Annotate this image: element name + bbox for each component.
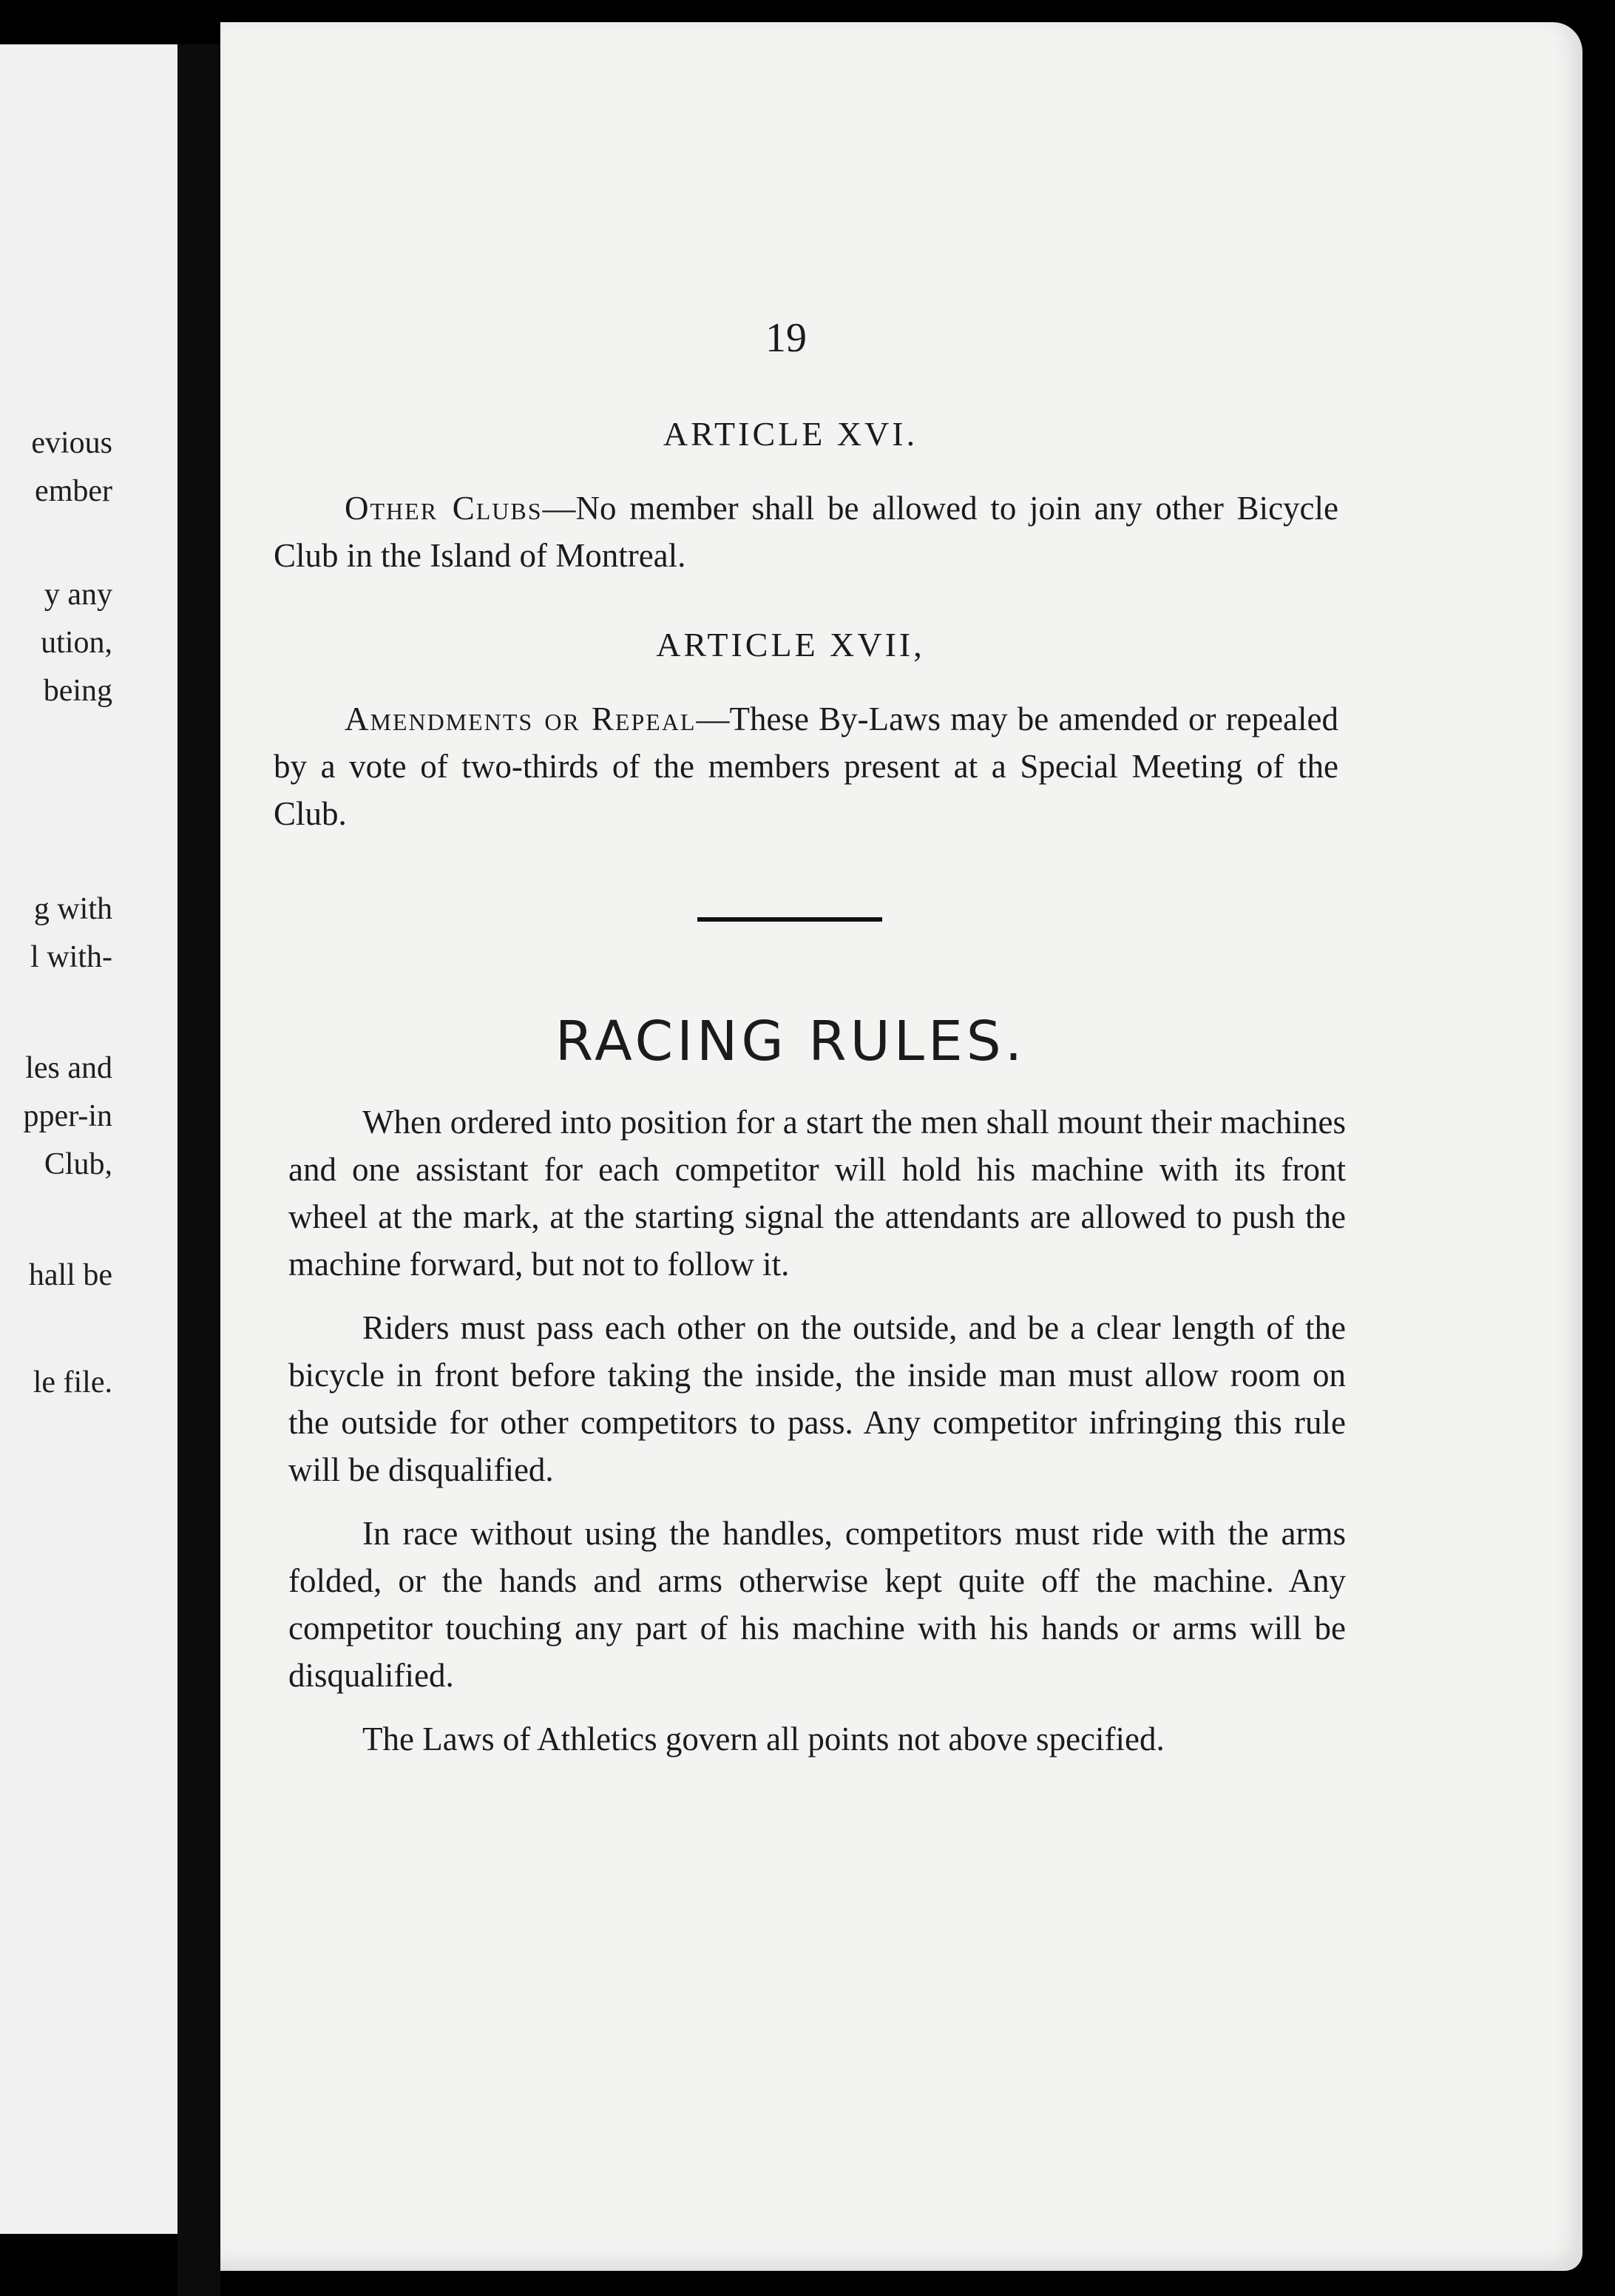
facing-page-fragment: pper-in [23,1099,112,1133]
page [220,22,1582,2271]
racing-rules-body [288,1098,1346,1779]
section-divider [697,917,882,922]
facing-page-fragment: being [43,674,112,708]
racing-rule-paragraph: Riders must pass each other on the outside, and be a clear length of the bicycle in front before taking the inside, the inside man must allow room on the outside for other competitors to pass. Any competitor infringing this rule will be disqualified. [288,1309,1346,1488]
facing-page-fragment: y any [44,578,112,612]
facing-page-fragment: ution, [41,626,112,660]
article-16-heading: ARTICLE XVI. [663,415,918,453]
article-17-heading: ARTICLE XVII, [656,626,925,664]
article-17-title: Amendments or Repeal [345,700,697,737]
racing-rules-title: RACING RULES. [555,1010,1026,1073]
facing-page-fragment: les and [25,1051,112,1085]
page-number: 19 [765,315,807,361]
racing-rule-paragraph: When ordered into position for a start the men shall mount their machines and one assistant for each competitor will hold his machine with its front wheel at the mark, at the starting signal the attendants are allowed to push the machine forward, but not to follow it. [288,1104,1346,1283]
facing-page-fragment: hall be [28,1258,112,1292]
racing-rule-paragraph: The Laws of Athletics govern all points not above specified. [362,1721,1165,1758]
book-gutter [177,44,220,2296]
facing-page-fragment: ember [35,474,112,508]
facing-page-fragment: g with [33,892,112,926]
facing-page-fragment: evious [31,426,112,460]
article-16-body [274,484,1338,579]
racing-rule-paragraph: In race without using the handles, competitors must ride with the arms folded, or the hands and arms otherwise kept quite off the machine. Any competitor touching any part of his machine with his hands or arms will be disqualified. [288,1515,1346,1694]
facing-page-fragment: le file. [33,1365,112,1399]
facing-page-fragment: Club, [44,1147,112,1181]
article-16-title: Other Clubs [345,490,543,527]
facing-page [0,44,177,2234]
article-17-body [274,695,1338,837]
article-16-text: —No member shall be allowed to join any other Bicycle Club in the Island of Montreal. [274,490,1338,574]
facing-page-fragment: l with- [30,940,112,974]
article-17-text: —These By-Laws may be amended or repealed by a vote of two-thirds of the members present at a Special Meeting of the Club. [274,700,1339,832]
